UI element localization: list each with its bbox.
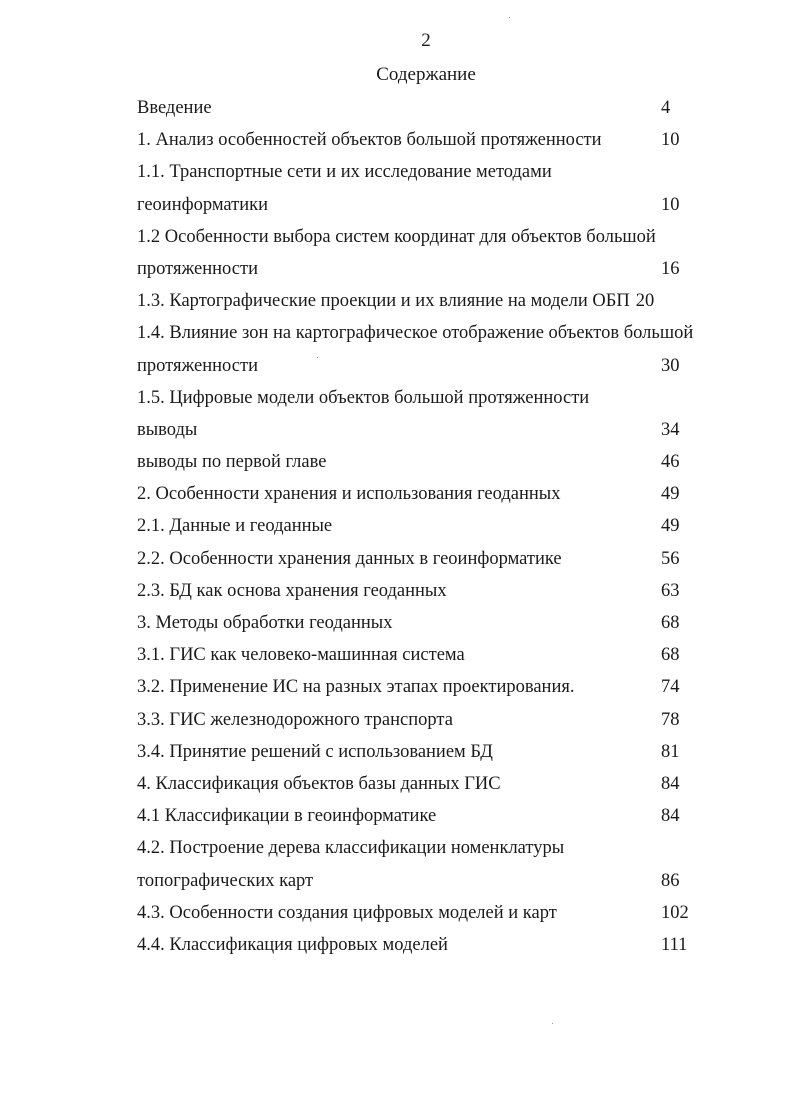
toc-entry-text: 1. Анализ особенностей объектов большой протяженности <box>137 130 602 151</box>
toc-page-number: 20 <box>635 291 655 312</box>
toc-page-number: 84 <box>661 773 680 794</box>
toc-page-number: 74 <box>661 677 680 698</box>
toc-entry-text: выводы <box>137 419 198 440</box>
toc-line <box>137 221 737 253</box>
toc-page-number: 46 <box>661 452 680 473</box>
toc-entry-text: протяженности <box>137 258 258 279</box>
toc-page-number: 84 <box>661 806 680 827</box>
toc-line <box>137 897 737 929</box>
toc-entry-text: 3.2. Применение ИС на разных этапах проектирования. <box>137 677 575 698</box>
toc-entry-text: Введение <box>137 98 212 118</box>
toc-line <box>137 800 737 832</box>
scan-speck <box>509 17 510 18</box>
toc-line <box>137 478 737 510</box>
toc-entry-text: 3.4. Принятие решений с использованием БД <box>137 741 493 762</box>
toc-line <box>137 639 737 671</box>
toc-entry-text: 2.2. Особенности хранения данных в геоинформатике <box>137 548 562 569</box>
toc-page-number: 49 <box>661 484 680 505</box>
toc-entry-text: 4.2. Построение дерева классификации номенклатуры <box>137 838 565 859</box>
toc-page-number: 63 <box>661 580 680 601</box>
toc-entry-text: 4.3. Особенности создания цифровых моделей и карт <box>137 902 557 923</box>
toc-line <box>137 736 737 768</box>
toc-entry-text: протяженности <box>137 355 258 376</box>
toc-page-number: 10 <box>661 194 680 215</box>
toc-line <box>137 92 737 124</box>
toc-entry-text: 2.1. Данные и геоданные <box>137 516 333 537</box>
toc-line <box>137 510 737 542</box>
toc-entry-text: геоинформатики <box>137 194 268 215</box>
toc-entry-text: 1.4. Влияние зон на картографическое отображение объектов большой <box>137 323 694 344</box>
toc-page-number: 102 <box>661 902 689 923</box>
toc-line <box>137 704 737 736</box>
toc-line <box>137 124 737 156</box>
toc-page-number: 111 <box>661 934 688 955</box>
toc-page-number: 68 <box>661 613 680 633</box>
toc-page-number: 49 <box>661 516 680 537</box>
toc-entry-text: 4.1 Классификации в геоинформатике <box>137 806 437 827</box>
toc-page-number: 10 <box>661 130 680 151</box>
toc-title: Содержание <box>376 64 476 85</box>
toc-page-number: 78 <box>661 709 680 730</box>
toc-entry-text: 4.4. Классификация цифровых моделей <box>137 934 448 955</box>
toc-page-number: 81 <box>661 741 680 762</box>
toc-entry-text: топографических карт <box>137 870 314 891</box>
toc-line <box>137 156 737 188</box>
toc-page-number: 56 <box>661 548 680 569</box>
toc-page-number: 34 <box>661 419 680 440</box>
toc-line <box>137 832 737 864</box>
toc-page-number: 68 <box>661 645 680 666</box>
scan-speck <box>552 1023 553 1024</box>
toc-line <box>137 414 737 446</box>
toc-entry-text: выводы по первой главе <box>137 452 327 473</box>
toc-line <box>137 929 737 961</box>
toc-line <box>137 350 737 382</box>
page-number: 2 <box>421 30 431 51</box>
toc-line <box>137 768 737 800</box>
toc-entry-text: 3.1. ГИС как человеко-машинная система <box>137 645 465 666</box>
toc-entry-text: 1.1. Транспортные сети и их исследование методами <box>137 162 552 183</box>
toc-entry-text: 1.5. Цифровые модели объектов большой протяженности <box>137 387 590 408</box>
toc-page-number: 16 <box>661 258 680 279</box>
toc-line <box>137 285 737 317</box>
toc-entry-text: 2. Особенности хранения и использования геоданных <box>137 484 561 505</box>
toc-entry-text: 3.3. ГИС железнодорожного транспорта <box>137 709 453 730</box>
toc-line <box>137 317 737 349</box>
toc-line <box>137 189 737 221</box>
toc-line <box>137 865 737 897</box>
toc-page-number: 30 <box>661 355 680 376</box>
toc-entry-text: 3. Методы обработки геоданных <box>137 613 393 633</box>
toc-line <box>137 543 737 575</box>
toc-line <box>137 671 737 703</box>
toc-entry-text: 1.3. Картографические проекции и их влияние на модели ОБП 20 <box>137 291 655 312</box>
toc-page-number: 86 <box>661 870 680 891</box>
table-of-contents <box>137 92 737 961</box>
toc-line <box>137 382 737 414</box>
toc-line <box>137 575 737 607</box>
toc-line <box>137 446 737 478</box>
toc-line <box>137 253 737 285</box>
toc-entry-text: 1.2 Особенности выбора систем координат для объектов большой <box>137 226 656 247</box>
toc-page-number: 4 <box>661 98 671 118</box>
scan-speck <box>317 357 318 358</box>
toc-entry-text: 4. Классификация объектов базы данных ГИС <box>137 773 501 794</box>
toc-entry-text: 2.3. БД как основа хранения геоданных <box>137 580 447 601</box>
toc-line <box>137 607 737 639</box>
